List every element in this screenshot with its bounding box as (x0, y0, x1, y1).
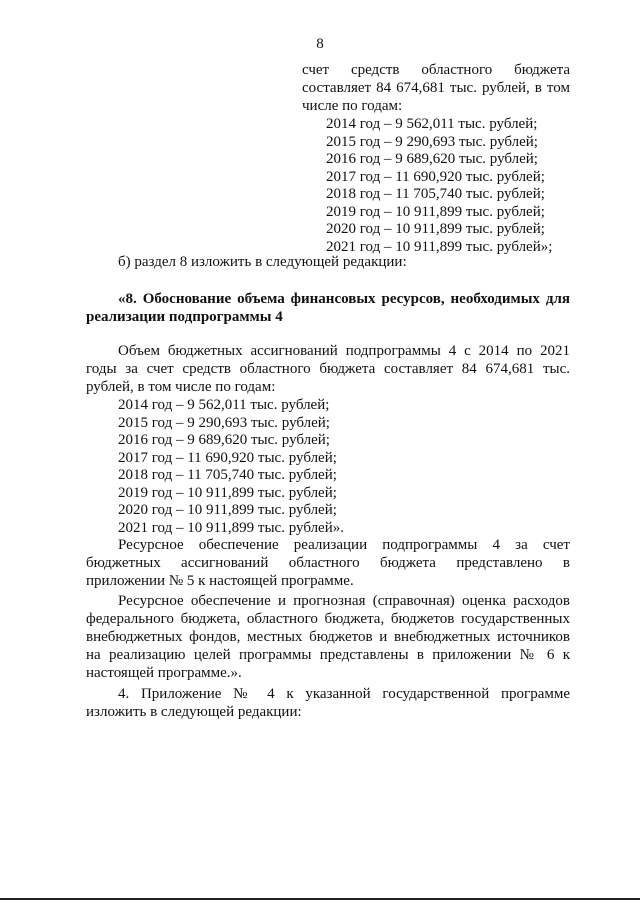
list-item: 2016 год – 9 689,620 тыс. рублей; (118, 432, 330, 448)
para3-line-3: внебюджетных фондов, местных бюджетов и внебюджетных источников (86, 629, 570, 645)
list-item: 2015 год – 9 290,693 тыс. рублей; (118, 414, 330, 431)
para3-line-1: Ресурсное обеспечение и прогнозная (справочная) оценка расходов (118, 593, 570, 609)
list-item: 2020 год – 10 911,899 тыс. рублей; (118, 502, 337, 518)
para2-line-1: Ресурсное обеспечение реализации подпрограммы 4 за счет (118, 537, 570, 553)
list-item: 2016 год – 9 689,620 тыс. рублей; (326, 151, 538, 167)
page-number: 8 (316, 36, 324, 52)
section-heading-line-2: реализации подпрограммы 4 (86, 309, 283, 325)
top-line-3: числе по годам: (302, 98, 403, 114)
para3-line-2: федерального бюджета, областного бюджета, бюджетов государственных (86, 611, 570, 627)
para1-line-1: Объем бюджетных ассигнований подпрограммы 4 с 2014 по 2021 (118, 343, 570, 359)
para4-line-1: 4. Приложение № 4 к указанной государственной программе (118, 686, 570, 702)
list-item: 2014 год – 9 562,011 тыс. рублей; (118, 397, 330, 413)
bottom-edge-line (0, 898, 640, 900)
top-year-list (326, 116, 586, 256)
section-heading-line-1: «8. Обоснование объема финансовых ресурсов, необходимых для (118, 291, 570, 307)
list-item: 2020 год – 10 911,899 тыс. рублей; (326, 221, 545, 237)
para3-line-4: на реализацию целей программы представлены в приложении № 6 к (86, 647, 570, 663)
list-item: 2018 год – 11 705,740 тыс. рублей; (326, 186, 545, 202)
para1-line-3: рублей, в том числе по годам: (86, 379, 276, 395)
list-item: 2021 год – 10 911,899 тыс. рублей»; (326, 238, 553, 255)
list-item: 2019 год – 10 911,899 тыс. рублей; (326, 203, 545, 220)
para3-line-5: настоящей программе.». (86, 665, 242, 681)
list-item: 2019 год – 10 911,899 тыс. рублей; (118, 484, 337, 501)
year-list (118, 397, 418, 537)
para2-line-3: приложении № 5 к настоящей программе. (86, 573, 354, 589)
list-item: 2014 год – 9 562,011 тыс. рублей; (326, 116, 538, 132)
para4-line-2: изложить в следующей редакции: (86, 704, 302, 720)
list-item: 2017 год – 11 690,920 тыс. рублей; (118, 449, 337, 466)
top-line-1: счет средств областного бюджета (302, 62, 570, 78)
para1-line-2: годы за счет средств областного бюджета составляет 84 674,681 тыс. (86, 361, 570, 377)
top-line-2: составляет 84 674,681 тыс. рублей, в том (302, 80, 570, 96)
list-item: 2015 год – 9 290,693 тыс. рублей; (326, 133, 538, 150)
list-item: 2018 год – 11 705,740 тыс. рублей; (118, 467, 337, 483)
list-item: 2021 год – 10 911,899 тыс. рублей». (118, 519, 344, 536)
list-item: 2017 год – 11 690,920 тыс. рублей; (326, 168, 545, 185)
para2-line-2: бюджетных ассигнований областного бюджета представлено в (86, 555, 570, 571)
item-b: б) раздел 8 изложить в следующей редакции: (118, 254, 407, 270)
